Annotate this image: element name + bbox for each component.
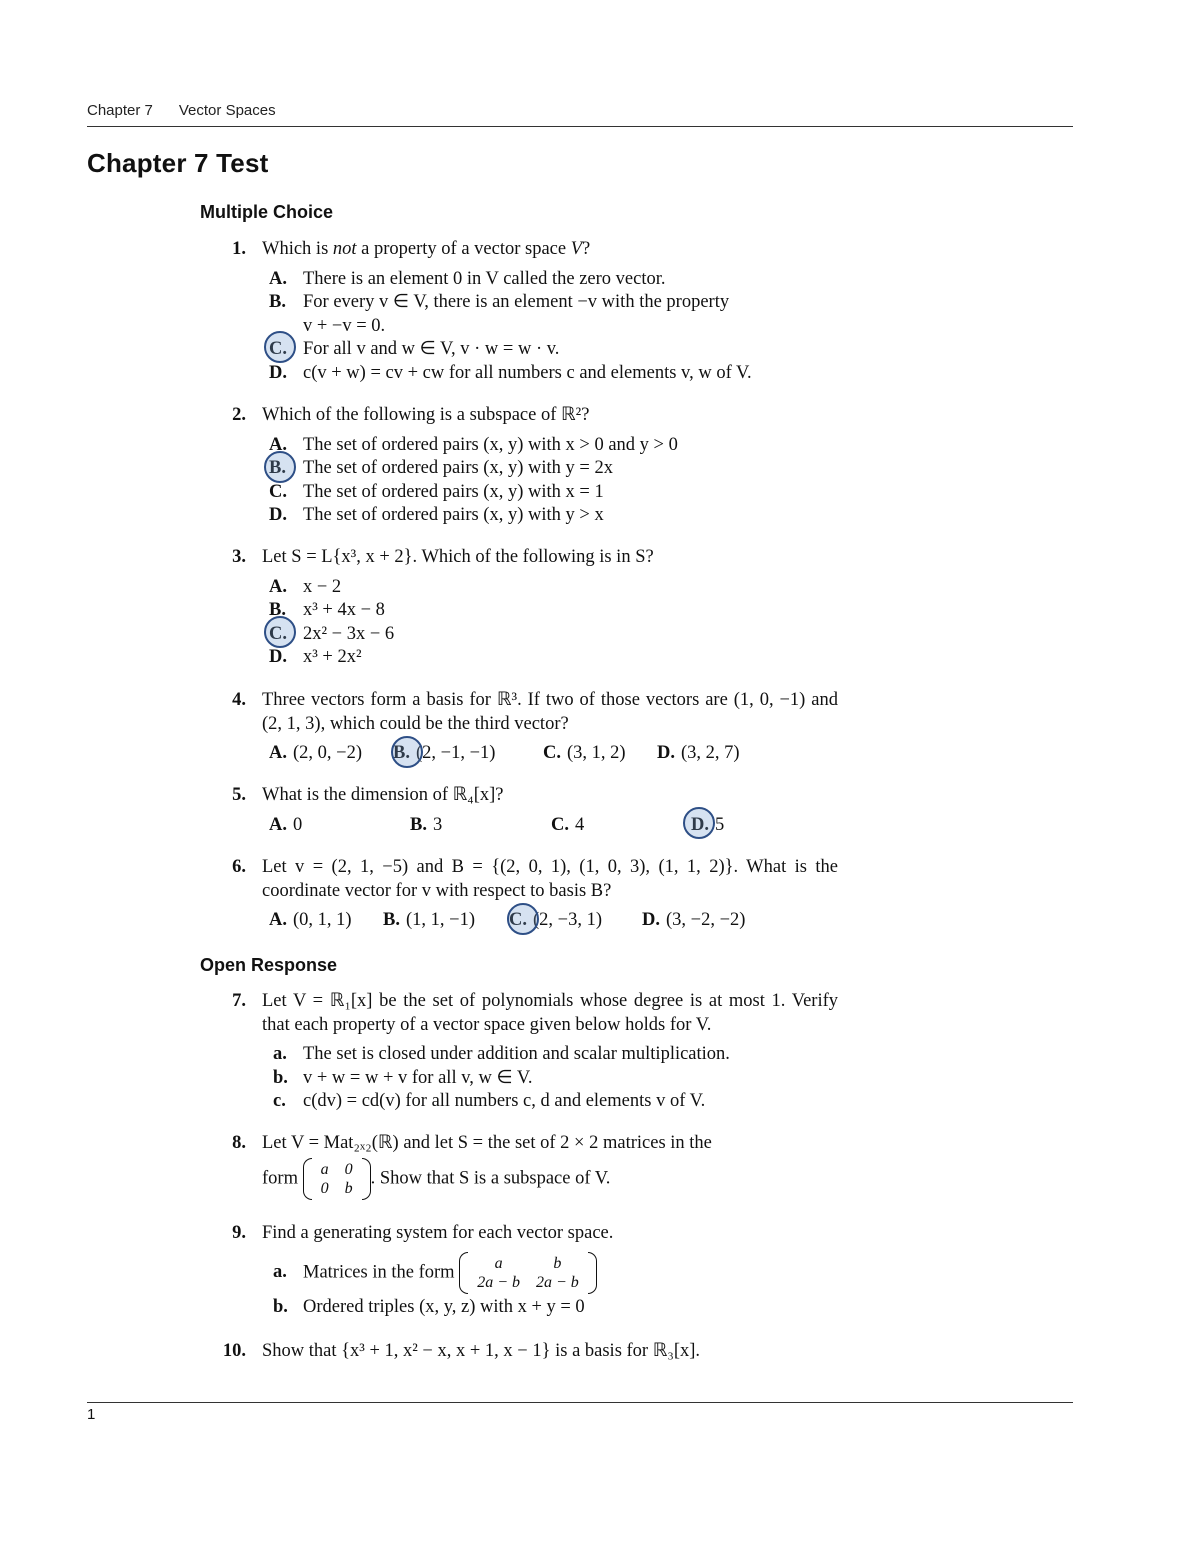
option-b[interactable]: B. x³ + 4x − 8 <box>269 600 385 620</box>
option-a[interactable]: A. (2, 0, −2) <box>269 743 363 763</box>
header-section: Vector Spaces <box>178 102 276 119</box>
question-number: 4. <box>232 690 246 710</box>
option-a[interactable]: A. 0 <box>269 814 303 835</box>
option-c[interactable]: C. 2x² − 3x − 6 <box>269 623 395 644</box>
question-9 <box>218 1222 838 1319</box>
option-b[interactable]: B. (1, 1, −1) <box>383 910 475 930</box>
question-3 <box>218 546 838 670</box>
option-a[interactable]: A. There is an element 0 in V called the zero vector. <box>269 268 666 289</box>
selected-answer-circle <box>507 903 539 935</box>
question-number: 5. <box>232 785 246 805</box>
options-row <box>269 814 838 840</box>
option-c[interactable]: C. For all v and w ∈ V, v · w = w · v. <box>269 339 560 359</box>
selected-answer-circle <box>391 736 423 768</box>
question-stem: Show that {x³ + 1, x² − x, x + 1, x − 1} is a basis for ℝ₃[x]. <box>262 1341 701 1361</box>
selected-answer-circle <box>683 807 715 839</box>
page-title: Chapter 7 Test <box>87 148 269 178</box>
page-number: 1 <box>87 1406 96 1423</box>
question-number: 2. <box>232 405 246 425</box>
running-header <box>87 102 276 119</box>
question-number: 1. <box>232 239 246 259</box>
option-d[interactable]: D. 5 <box>691 814 725 835</box>
selected-answer-circle <box>264 331 296 363</box>
question-number: 3. <box>232 547 246 567</box>
question-5 <box>218 784 838 840</box>
part-a: a. The set is closed under addition and scalar multiplication. <box>273 1044 730 1064</box>
question-number: 7. <box>232 991 246 1011</box>
option-d[interactable]: D. The set of ordered pairs (x, y) with y > x <box>269 505 604 525</box>
section-heading-open-response: Open Response <box>200 955 338 975</box>
question-10 <box>218 1340 838 1364</box>
option-d[interactable]: D. x³ + 2x² <box>269 647 362 667</box>
question-4 <box>218 689 838 768</box>
question-stem: Which is not a property of a vector space V? <box>262 239 591 259</box>
question-1 <box>218 238 838 385</box>
part-a: a. Matrices in the form a b 2a − b 2a − b <box>273 1254 838 1292</box>
option-a[interactable]: A. x − 2 <box>269 576 342 597</box>
option-c[interactable]: C. 4 <box>551 814 585 835</box>
part-c: c. c(dv) = cd(v) for all numbers c, d and elements v of V. <box>273 1091 706 1111</box>
options-row <box>269 742 838 768</box>
header-rule <box>87 126 1073 127</box>
question-8 <box>218 1132 838 1198</box>
part-b: b. v + w = w + v for all v, w ∈ V. <box>273 1067 533 1088</box>
option-a[interactable]: A. (0, 1, 1) <box>269 910 352 930</box>
option-c[interactable]: C. The set of ordered pairs (x, y) with x = 1 <box>269 481 604 502</box>
option-b[interactable]: B. For every v ∈ V, there is an element −v with the property <box>269 292 730 312</box>
question-number: 6. <box>232 857 246 877</box>
option-b-continued: v + −v = 0. <box>303 315 386 336</box>
question-stem: Let v = (2, 1, −5) and B = {(2, 0, 1), (1, 0, 3), (1, 1, 2)}. What is the coordinate vector for v with respect to basis B? <box>262 857 838 901</box>
question-stem: Let V = Mat₂ₓ₂(ℝ) and let S = the set of 2 × 2 matrices in the <box>262 1133 712 1153</box>
question-stem: What is the dimension of ℝ₄[x]? <box>262 785 504 805</box>
question-stem: Let S = L{x³, x + 2}. Which of the following is in S? <box>262 547 654 567</box>
question-number: 9. <box>232 1223 246 1243</box>
options-list <box>269 268 838 386</box>
option-c[interactable]: C. (2, −3, 1) <box>509 910 603 930</box>
question-2 <box>218 404 838 528</box>
option-d[interactable]: D. c(v + w) = cv + cw for all numbers c and elements v, w of V. <box>269 362 752 383</box>
option-b[interactable]: B. (2, −1, −1) <box>393 743 496 763</box>
option-a[interactable]: A. The set of ordered pairs (x, y) with x > 0 and y > 0 <box>269 434 678 455</box>
question-stem: Find a generating system for each vector space. <box>262 1223 614 1243</box>
option-c[interactable]: C. (3, 1, 2) <box>543 743 626 763</box>
option-b[interactable]: B. 3 <box>410 814 443 835</box>
options-row <box>269 909 838 935</box>
question-stem: Which of the following is a subspace of ℝ²? <box>262 405 590 425</box>
section-heading-multiple-choice: Multiple Choice <box>200 202 334 222</box>
selected-answer-circle <box>264 616 296 648</box>
question-number: 10. <box>222 1341 246 1361</box>
options-list <box>269 434 838 528</box>
question-stem: Three vectors form a basis for ℝ³. If two of those vectors are (1, 0, −1) and (2, 1, 3), which could be the third vector? <box>262 690 838 734</box>
matrix: a 0 0 b <box>303 1160 371 1198</box>
option-d[interactable]: D. (3, −2, −2) <box>642 910 746 930</box>
header-chapter: Chapter 7 <box>87 102 153 119</box>
selected-answer-circle <box>264 451 296 483</box>
question-stem-continued: form a 0 0 b . Show that S is a subspace of V. <box>262 1160 838 1198</box>
question-7 <box>218 990 838 1114</box>
option-b[interactable]: B. The set of ordered pairs (x, y) with y = 2x <box>269 458 613 478</box>
parts-list <box>273 1043 838 1114</box>
option-d[interactable]: D. (3, 2, 7) <box>657 743 740 763</box>
question-stem: Let V = ℝ₁[x] be the set of polynomials whose degree is at most 1. Verify that each property of a vector space given below holds for V. <box>262 991 838 1035</box>
options-list <box>269 576 838 670</box>
footer-rule <box>87 1402 1073 1403</box>
part-b: b. Ordered triples (x, y, z) with x + y = 0 <box>273 1296 585 1317</box>
question-number: 8. <box>232 1133 246 1153</box>
matrix: a b 2a − b 2a − b <box>459 1254 597 1292</box>
